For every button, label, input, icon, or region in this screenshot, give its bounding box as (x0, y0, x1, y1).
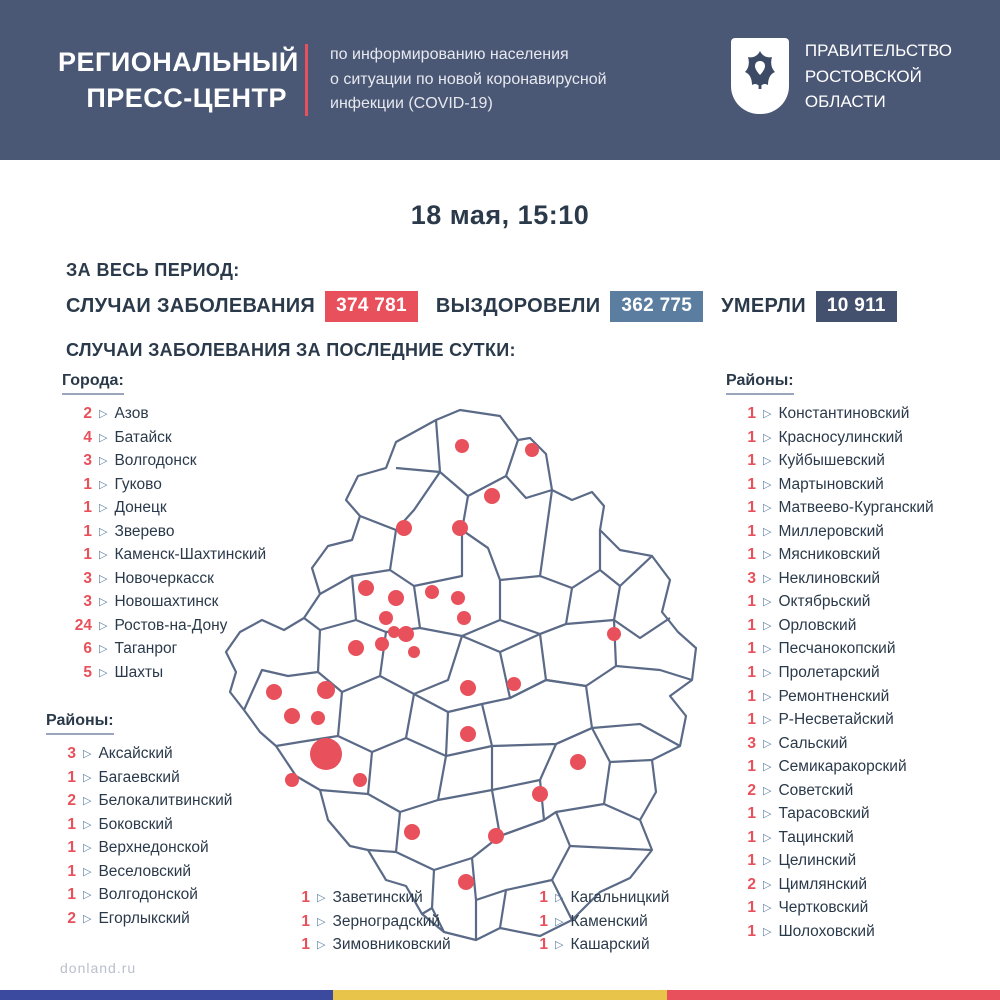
list-item (280, 910, 451, 934)
locality-name: Шахты (114, 664, 164, 682)
page-title (58, 44, 308, 117)
triangle-bullet-icon: ▷ (83, 865, 92, 878)
case-count: 1 (747, 593, 756, 611)
header-subtitle (330, 43, 690, 117)
case-count: 24 (74, 616, 92, 634)
locality-name: Азов (114, 405, 149, 422)
case-count: 3 (83, 593, 92, 611)
triangle-bullet-icon: ▷ (555, 939, 564, 952)
case-count: 1 (747, 640, 756, 658)
list-item (62, 402, 332, 426)
triangle-bullet-icon: ▷ (99, 408, 108, 420)
government-block (731, 38, 952, 115)
list-item (726, 873, 1000, 897)
locality-name: Советский (778, 781, 854, 799)
case-count: 1 (67, 862, 76, 880)
died-label: УМЕРЛИ (721, 295, 806, 317)
list-item (46, 813, 336, 837)
triangle-bullet-icon: ▷ (99, 478, 108, 491)
list-item (726, 920, 1000, 944)
triangle-bullet-icon: ▷ (83, 818, 92, 831)
footer-bar-red (667, 990, 1000, 1000)
daily-cases-label: СЛУЧАИ ЗАБОЛЕВАНИЯ ЗА ПОСЛЕДНИЕ СУТКИ: (66, 340, 516, 360)
triangle-bullet-icon: ▷ (83, 771, 92, 784)
locality-name: Целинский (778, 852, 857, 870)
locality-name: Боковский (98, 815, 173, 833)
locality-name: Зимовниковский (332, 936, 451, 954)
locality-name: Миллеровский (778, 522, 884, 540)
locality-name: Октябрьский (778, 593, 871, 611)
case-count: 1 (67, 886, 76, 904)
triangle-bullet-icon: ▷ (763, 431, 772, 444)
locality-name: Багаевский (98, 768, 180, 786)
case-count: 2 (67, 909, 76, 927)
header-subtitle-line3: инфекции (COVID-19) (330, 95, 493, 113)
period-label: ЗА ВЕСЬ ПЕРИОД: (66, 260, 240, 280)
list-item (726, 849, 1000, 873)
list-item (62, 590, 332, 614)
case-count: 1 (747, 616, 756, 634)
case-count: 1 (747, 899, 756, 917)
case-count: 2 (747, 781, 756, 799)
case-count: 1 (747, 828, 756, 846)
case-count: 1 (301, 912, 310, 930)
list-item (726, 896, 1000, 920)
locality-name: Каменский (570, 912, 648, 930)
districts-right-heading: Районы: (726, 372, 794, 395)
list-item (46, 860, 336, 884)
list-item (726, 590, 1000, 614)
case-count: 3 (67, 745, 76, 762)
locality-name: Волгодонск (114, 452, 197, 470)
triangle-bullet-icon: ▷ (763, 572, 772, 585)
triangle-bullet-icon: ▷ (763, 926, 772, 939)
case-count: 1 (747, 664, 756, 682)
list-item (726, 567, 1000, 591)
list-item (726, 685, 1000, 709)
districts-right-items (726, 402, 1000, 944)
locality-name: Аксайский (98, 745, 173, 762)
triangle-bullet-icon: ▷ (763, 619, 772, 632)
triangle-bullet-icon: ▷ (763, 784, 772, 797)
list-item (726, 496, 1000, 520)
totals-row (66, 291, 915, 322)
list-item (726, 614, 1000, 638)
footer-color-bar (0, 990, 1000, 1000)
list-item (62, 637, 332, 661)
triangle-bullet-icon: ▷ (99, 667, 108, 680)
case-count: 3 (747, 734, 756, 752)
list-item (726, 779, 1000, 803)
list-item (726, 543, 1000, 567)
triangle-bullet-icon: ▷ (763, 690, 772, 703)
died-value: 10 911 (816, 291, 897, 322)
locality-name: Тарасовский (778, 805, 870, 823)
case-count: 1 (747, 499, 756, 517)
case-count: 1 (747, 522, 756, 540)
triangle-bullet-icon: ▷ (763, 643, 772, 656)
list-item (280, 933, 451, 957)
triangle-bullet-icon: ▷ (763, 831, 772, 844)
triangle-bullet-icon: ▷ (763, 478, 772, 491)
list-item (726, 732, 1000, 756)
cities-items (62, 402, 332, 685)
list-item (726, 802, 1000, 826)
locality-name: Кашарский (570, 936, 650, 954)
case-count: 1 (83, 522, 92, 540)
list-item (62, 520, 332, 544)
list-item (518, 886, 669, 910)
coat-of-arms-icon (731, 38, 789, 114)
triangle-bullet-icon: ▷ (83, 795, 92, 808)
locality-name: Пролетарский (778, 664, 880, 682)
locality-name: Волгодонской (98, 886, 198, 904)
locality-name: Донецк (114, 499, 167, 517)
list-item (518, 933, 669, 957)
case-count: 3 (747, 569, 756, 587)
locality-name: Зверево (114, 522, 175, 540)
case-count: 3 (83, 452, 92, 470)
case-count: 1 (747, 852, 756, 870)
list-item (726, 637, 1000, 661)
list-item (62, 661, 332, 685)
locality-name: Куйбышевский (778, 452, 885, 470)
locality-name: Каменск-Шахтинский (114, 546, 267, 564)
case-count: 1 (83, 546, 92, 564)
triangle-bullet-icon: ▷ (99, 431, 108, 444)
locality-name: Мартыновский (778, 475, 884, 493)
header-subtitle-line1: по информированию населения (330, 45, 569, 63)
triangle-bullet-icon: ▷ (83, 889, 92, 902)
list-item (726, 402, 1000, 426)
districts-left-heading: Районы: (46, 712, 114, 735)
triangle-bullet-icon: ▷ (99, 572, 108, 585)
locality-name: Песчанокопский (778, 640, 896, 658)
list-item (62, 426, 332, 450)
list-item (62, 473, 332, 497)
list-item (62, 614, 332, 638)
list-item (62, 567, 332, 591)
case-count: 1 (747, 923, 756, 941)
triangle-bullet-icon: ▷ (763, 408, 772, 420)
triangle-bullet-icon: ▷ (317, 892, 326, 904)
case-count: 1 (301, 889, 310, 906)
list-item (62, 496, 332, 520)
case-count: 1 (67, 768, 76, 786)
list-item (726, 426, 1000, 450)
case-count: 1 (747, 805, 756, 823)
case-count: 1 (747, 452, 756, 470)
list-item (62, 543, 332, 567)
case-count: 4 (83, 428, 92, 446)
list-item (46, 766, 336, 790)
triangle-bullet-icon: ▷ (555, 892, 564, 904)
gov-line1: ПРАВИТЕЛЬСТВО (804, 41, 952, 60)
list-item (726, 661, 1000, 685)
gov-line3: ОБЛАСТИ (804, 92, 886, 111)
triangle-bullet-icon: ▷ (83, 912, 92, 925)
triangle-bullet-icon: ▷ (317, 915, 326, 928)
list-item (726, 449, 1000, 473)
page-title-line1: РЕГИОНАЛЬНЫЙ (58, 46, 299, 77)
triangle-bullet-icon: ▷ (763, 667, 772, 680)
triangle-bullet-icon: ▷ (83, 842, 92, 855)
list-item (46, 742, 336, 766)
locality-name: Константиновский (778, 405, 910, 422)
triangle-bullet-icon: ▷ (763, 878, 772, 891)
locality-name: Новошахтинск (114, 593, 219, 611)
locality-name: Таганрог (114, 640, 178, 658)
case-count: 2 (83, 405, 92, 422)
report-date: 18 мая, 15:10 (410, 200, 590, 230)
list-item (518, 910, 669, 934)
case-count: 6 (83, 640, 92, 658)
list-item (46, 789, 336, 813)
footer-bar-yellow (333, 990, 667, 1000)
list-item (62, 449, 332, 473)
locality-name: Орловский (778, 616, 857, 634)
cases-value: 374 781 (325, 291, 418, 322)
triangle-bullet-icon: ▷ (83, 748, 92, 760)
gov-line2: РОСТОВСКОЙ (804, 66, 922, 86)
case-count: 3 (83, 569, 92, 587)
locality-name: Батайск (114, 428, 172, 446)
case-count: 1 (747, 687, 756, 705)
locality-name: Егорлыкский (98, 909, 190, 927)
locality-name: Заветинский (332, 889, 423, 906)
triangle-bullet-icon: ▷ (763, 549, 772, 562)
districts-bottom-right-list (518, 886, 669, 957)
locality-name: Гуково (114, 475, 162, 493)
case-count: 1 (747, 405, 756, 422)
triangle-bullet-icon: ▷ (763, 525, 772, 538)
locality-name: Р-Несветайский (778, 711, 894, 729)
triangle-bullet-icon: ▷ (99, 596, 108, 609)
triangle-bullet-icon: ▷ (763, 902, 772, 915)
triangle-bullet-icon: ▷ (763, 596, 772, 609)
list-item (726, 473, 1000, 497)
triangle-bullet-icon: ▷ (763, 502, 772, 515)
case-count: 5 (83, 664, 92, 682)
page-title-line2: ПРЕСС-ЦЕНТР (86, 83, 287, 113)
triangle-bullet-icon: ▷ (763, 761, 772, 774)
list-item (726, 520, 1000, 544)
triangle-bullet-icon: ▷ (99, 525, 108, 538)
districts-bottom-right-items (518, 886, 669, 957)
locality-name: Неклиновский (778, 569, 881, 587)
locality-name: Кагальницкий (570, 889, 670, 906)
districts-right-list (726, 372, 1000, 944)
case-count: 1 (539, 889, 548, 906)
locality-name: Зерноградский (332, 912, 441, 930)
recovered-label: ВЫЗДОРОВЕЛИ (435, 295, 601, 317)
list-item (726, 755, 1000, 779)
case-count: 2 (747, 875, 756, 893)
locality-name: Семикаракорский (778, 758, 907, 776)
case-count: 1 (83, 475, 92, 493)
locality-name: Веселовский (98, 862, 192, 880)
triangle-bullet-icon: ▷ (317, 939, 326, 952)
locality-name: Белокалитвинский (98, 792, 233, 810)
locality-name: Красносулинский (778, 428, 903, 446)
recovered-value: 362 775 (610, 291, 703, 322)
list-item (46, 836, 336, 860)
locality-name: Шолоховский (778, 923, 875, 941)
locality-name: Цимлянский (778, 875, 868, 893)
triangle-bullet-icon: ▷ (763, 855, 772, 868)
case-count: 1 (747, 428, 756, 446)
locality-name: Сальский (778, 734, 848, 752)
case-count: 1 (539, 936, 548, 954)
triangle-bullet-icon: ▷ (763, 714, 772, 727)
triangle-bullet-icon: ▷ (555, 915, 564, 928)
districts-bottom-left-list (280, 886, 451, 957)
triangle-bullet-icon: ▷ (99, 502, 108, 515)
case-count: 1 (747, 546, 756, 564)
list-item (726, 708, 1000, 732)
locality-name: Новочеркасск (114, 569, 214, 587)
locality-name: Чертковский (778, 899, 869, 917)
locality-name: Тацинский (778, 828, 854, 846)
triangle-bullet-icon: ▷ (763, 737, 772, 750)
case-count: 1 (67, 815, 76, 833)
case-count: 1 (67, 839, 76, 857)
locality-name: Ремонтненский (778, 687, 890, 705)
header-subtitle-line2: о ситуации по новой коронавирусной (330, 70, 607, 88)
cities-list (62, 372, 332, 685)
triangle-bullet-icon: ▷ (99, 455, 108, 468)
list-item (726, 826, 1000, 850)
case-count: 1 (301, 936, 310, 954)
footer-bar-blue (0, 990, 333, 1000)
triangle-bullet-icon: ▷ (763, 455, 772, 468)
triangle-bullet-icon: ▷ (763, 808, 772, 821)
case-count: 1 (747, 475, 756, 493)
locality-name: Верхнедонской (98, 839, 209, 857)
districts-bottom-left-items (280, 886, 451, 957)
locality-name: Ростов-на-Дону (114, 616, 228, 634)
case-count: 1 (539, 912, 548, 930)
site-url: donland.ru (60, 960, 137, 976)
triangle-bullet-icon: ▷ (99, 619, 108, 632)
triangle-bullet-icon: ▷ (99, 549, 108, 562)
case-count: 2 (67, 792, 76, 810)
page-header (0, 0, 1000, 160)
locality-name: Матвеево-Курганский (778, 499, 934, 517)
cases-label: СЛУЧАИ ЗАБОЛЕВАНИЯ (66, 295, 316, 317)
cities-heading: Города: (62, 372, 124, 395)
case-count: 1 (747, 711, 756, 729)
locality-name: Мясниковский (778, 546, 881, 564)
case-count: 1 (747, 758, 756, 776)
government-title (805, 38, 952, 115)
triangle-bullet-icon: ▷ (99, 643, 108, 656)
case-count: 1 (83, 499, 92, 517)
list-item (280, 886, 451, 910)
